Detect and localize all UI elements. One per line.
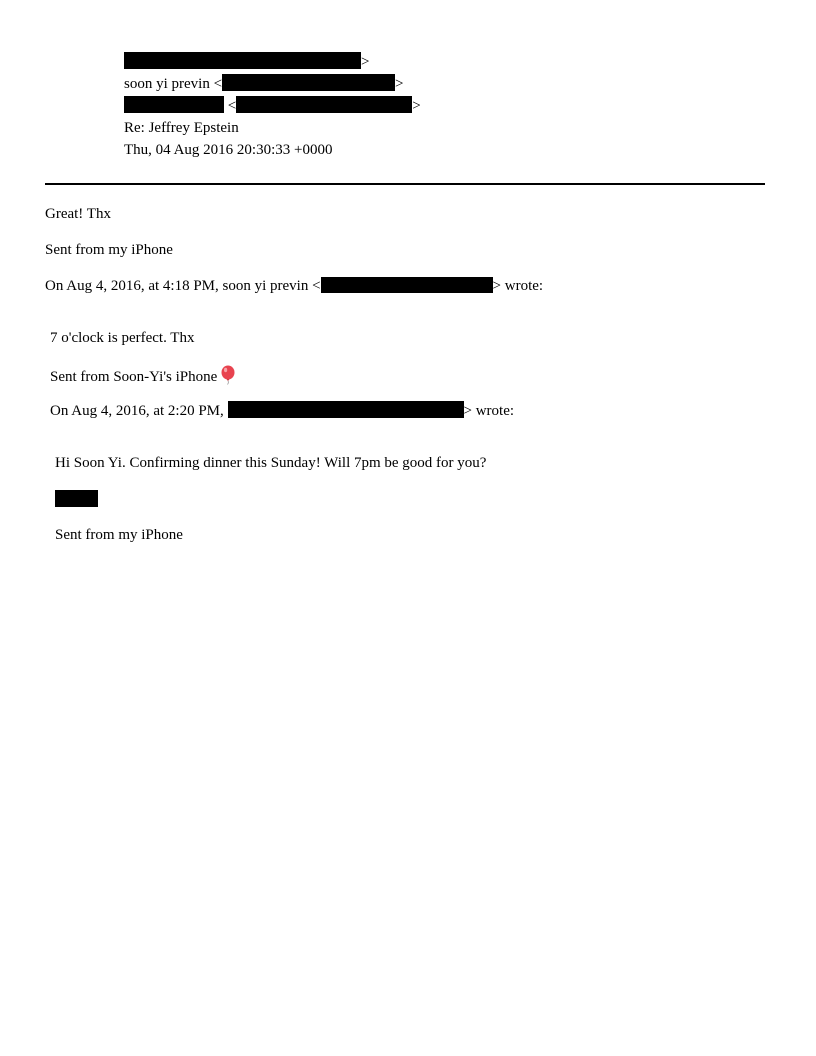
quote2-suffix: > wrote: [463, 403, 515, 419]
header-divider [45, 183, 765, 185]
quote2-attribution [50, 401, 514, 421]
to-value [124, 73, 404, 95]
cc-value [124, 95, 421, 117]
quote1-prefix: On Aug 4, 2016, at 4:18 PM, soon yi previn < [45, 278, 321, 294]
redaction-block [321, 277, 493, 293]
msg2-signature-row [50, 365, 236, 391]
to-suffix: > [395, 76, 404, 92]
reply-text: Great! Thx [45, 206, 111, 222]
from-value [124, 51, 369, 73]
cc-mid: < [227, 98, 237, 114]
quote1-attribution [45, 276, 543, 296]
msg3-signature: Sent from my iPhone [55, 527, 183, 543]
date-value: Thu, 04 Aug 2016 20:30:33 +0000 [124, 142, 333, 158]
msg3-text: Hi Soon Yi. Confirming dinner this Sunday! Will 7pm be good for you? [55, 455, 487, 471]
msg2-signature: Sent from Soon-Yi's iPhone [50, 369, 218, 385]
redaction-block [236, 96, 412, 113]
to-name: soon yi previn < [124, 76, 223, 92]
subject-value: Re: Jeffrey Epstein [124, 120, 239, 136]
msg2-text: 7 o'clock is perfect. Thx [50, 330, 195, 346]
redaction-block [55, 490, 98, 507]
redaction-block [222, 74, 395, 91]
redaction-block [124, 96, 224, 113]
balloon-icon [220, 365, 236, 391]
reply-signature: Sent from my iPhone [45, 242, 173, 258]
redaction-block [228, 401, 464, 418]
quote2-prefix: On Aug 4, 2016, at 2:20 PM, [50, 403, 224, 419]
quote1-suffix: > wrote: [492, 278, 544, 294]
cc-suffix: > [412, 98, 421, 114]
from-suffix: > [361, 54, 370, 70]
redaction-block [124, 52, 361, 69]
